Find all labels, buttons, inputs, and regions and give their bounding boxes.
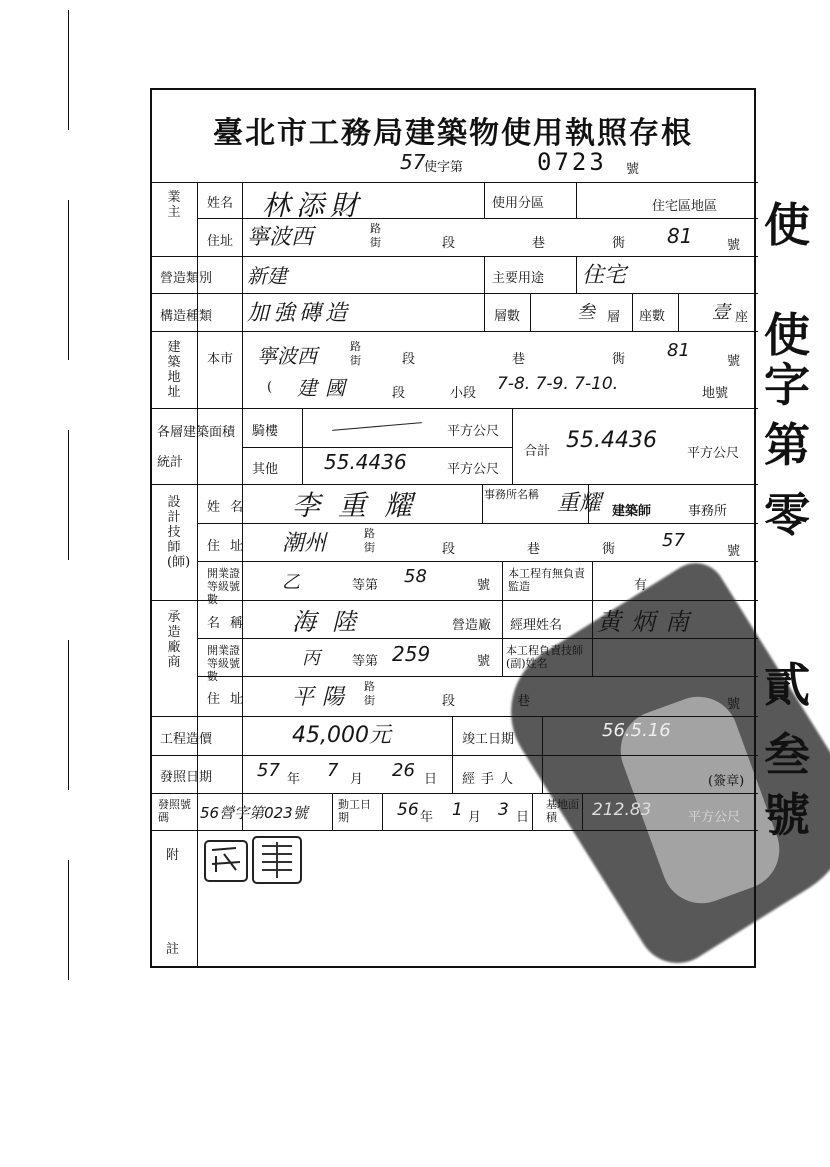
site-label: 建築地址 [167, 340, 181, 400]
handler-seal: (簽章) [708, 774, 745, 789]
designer-supervise-value: 有 [634, 578, 648, 593]
main-use-value: 住宅 [582, 263, 627, 288]
count-value: 壹 [712, 302, 730, 323]
site-road: 寧波西 [257, 344, 317, 368]
arcade-value [332, 422, 422, 431]
owner-name: 林添財 [262, 189, 365, 222]
designer-license-class: 乙 [282, 572, 300, 593]
issue-unit-month: 月 [350, 772, 364, 787]
contractor-unit-lane: 巷 [517, 694, 531, 709]
scan-edge-mark [68, 640, 69, 790]
construction-type-value: 新建 [247, 264, 287, 288]
designer-license-no: 58 [404, 566, 427, 587]
floors-label: 層數 [494, 309, 521, 324]
permit-number: 0723 [537, 148, 607, 176]
start-unit-day: 日 [516, 810, 530, 825]
contractor-manager-label: 經理姓名 [510, 618, 563, 633]
designer-unit-number: 號 [727, 544, 741, 559]
contractor-engineer-label: 本工程負責技師(副)姓名 [506, 644, 583, 670]
site-lots: 7-8. 7-9. 7-10. [497, 374, 619, 394]
other-unit: 平方公尺 [447, 462, 500, 477]
designer-license-unit: 號 [477, 578, 491, 593]
unit-road: 路 [370, 222, 381, 235]
contractor-address-label: 住址 [207, 692, 254, 707]
designer-office: 重耀 [557, 491, 602, 516]
designer-unit-alley: 衖 [602, 542, 616, 557]
base-area-unit: 平方公尺 [688, 810, 741, 825]
issue-year: 57 [257, 760, 280, 781]
start-unit-year: 年 [420, 810, 434, 825]
start-label: 動工日期 [338, 798, 371, 824]
site-no: 81 [667, 340, 690, 361]
owner-address-road: 寧波西 [247, 225, 314, 250]
contractor-license-unit: 號 [477, 654, 491, 669]
site-unit-alley: 衖 [612, 352, 626, 367]
site-unit-road: 路 [350, 340, 361, 353]
cost-label: 工程造價 [160, 732, 213, 747]
margin-char-2: 使 [764, 308, 810, 362]
contractor-address-road: 平陽 [292, 685, 353, 710]
total-value: 55.4436 [566, 428, 657, 453]
site-city: 本市 [207, 352, 234, 367]
site-unit-subsection: 小段 [450, 386, 477, 401]
contractor-unit-section: 段 [442, 694, 456, 709]
site-section: 建國 [297, 376, 353, 400]
designer-unit-road: 路 [364, 527, 375, 540]
start-year: 56 [397, 800, 419, 820]
issue-unit-day: 日 [424, 772, 438, 787]
designer-address-no: 57 [662, 530, 685, 551]
unit-street: 街 [370, 236, 381, 249]
site-lot-unit: 地號 [702, 386, 729, 401]
margin-char-3: 字 [764, 358, 810, 412]
designer-supervise-label: 本工程有無負責監造 [508, 567, 585, 593]
start-day: 3 [498, 800, 509, 820]
site-unit-city-section: 段 [392, 386, 406, 401]
scan-edge-mark [68, 10, 69, 130]
designer-address-label: 住址 [207, 539, 254, 554]
unit-number: 號 [727, 238, 741, 253]
start-month: 1 [452, 800, 463, 820]
contractor-license-class: 丙 [302, 648, 320, 669]
total-unit: 平方公尺 [687, 446, 740, 461]
owner-group-label: 業主 [167, 190, 181, 220]
contractor-license-label: 開業證等級號數 [207, 644, 240, 683]
issue-unit-year: 年 [287, 772, 301, 787]
permit-word: 使字第 [424, 160, 464, 175]
contractor-unit-class: 等第 [352, 654, 379, 669]
contractor-group-label: 承造廠商 [167, 610, 181, 670]
owner-address-label: 住址 [207, 234, 234, 249]
designer-unit-class: 等第 [352, 578, 379, 593]
district-label: 使用分區 [492, 196, 545, 211]
structure-value: 加強磚造 [247, 301, 352, 326]
scan-edge-mark [68, 430, 69, 560]
floors-unit: 層 [607, 310, 621, 325]
construction-type-label: 營造類別 [160, 271, 213, 286]
contractor-unit-street: 街 [364, 694, 375, 707]
site-unit-number: 號 [727, 354, 741, 369]
floors-value: 叁 [577, 302, 595, 323]
base-area-value: 212.83 [592, 800, 652, 820]
contractor-unit-road: 路 [364, 680, 375, 693]
owner-address-no: 81 [667, 224, 693, 248]
form-title: 臺北市工務局建築物使用執照存根 [213, 116, 693, 151]
handler-label: 經手人 [462, 772, 520, 787]
designer-office-unit: 事務所 [688, 504, 728, 519]
designer-office-suffix: 建築師 [612, 504, 652, 519]
remarks-label-1: 附 [166, 848, 180, 863]
other-value: 55.4436 [324, 450, 407, 474]
margin-char-4: 第 [764, 418, 810, 472]
designer-group-label: 設計技師(師) [167, 495, 191, 570]
arcade-label: 騎樓 [252, 424, 279, 439]
unit-alley: 衖 [612, 236, 626, 251]
margin-char-7: 叁 [764, 728, 810, 782]
site-unit-section: 段 [402, 352, 416, 367]
site-unit-street: 街 [350, 354, 361, 367]
main-use-label: 主要用途 [492, 271, 545, 286]
scan-edge-mark [68, 860, 69, 980]
count-label: 座數 [639, 309, 666, 324]
remarks-label-2: 註 [166, 942, 180, 957]
permit-year: 57 [400, 150, 426, 174]
designer-unit-street: 街 [364, 541, 375, 554]
issue-label: 發照日期 [160, 770, 213, 785]
complete-value: 56.5.16 [602, 720, 671, 741]
stamp-seal-1 [204, 840, 248, 882]
stamp-seal-2 [252, 836, 302, 884]
contractor-name-suffix: 營造廠 [452, 618, 492, 633]
other-label: 其他 [252, 462, 279, 477]
designer-license-label: 開業證等級號數 [207, 567, 240, 606]
issue-day: 26 [392, 760, 415, 781]
build-permit-label: 發照號碼 [158, 798, 191, 824]
margin-char-5: 零 [764, 488, 810, 542]
count-unit: 座 [735, 310, 749, 325]
designer-name: 李重耀 [292, 489, 431, 522]
designer-address-road: 潮州 [282, 531, 327, 556]
designer-unit-lane: 巷 [527, 542, 541, 557]
margin-char-8: 號 [764, 788, 810, 842]
start-unit-month: 月 [468, 810, 482, 825]
contractor-name-label: 名稱 [207, 616, 254, 631]
designer-unit-section: 段 [442, 542, 456, 557]
scan-edge-mark [68, 200, 69, 360]
cost-value: 45,000元 [292, 723, 391, 748]
owner-name-label: 姓名 [207, 196, 234, 211]
contractor-unit-number: 號 [727, 697, 741, 712]
contractor-license-no: 259 [392, 642, 431, 666]
total-label: 合計 [524, 444, 551, 459]
designer-name-label: 姓名 [207, 500, 254, 515]
designer-office-label: 事務所名稱 [484, 488, 539, 501]
area-label: 各層建築面積統計 [157, 425, 236, 470]
margin-char-1: 使 [764, 198, 810, 252]
complete-label: 竣工日期 [462, 732, 515, 747]
unit-lane: 巷 [532, 236, 546, 251]
site-unit-lane: 巷 [512, 352, 526, 367]
structure-label: 構造種類 [160, 309, 213, 324]
district-value: 住宅區地區 [652, 199, 718, 214]
permit-suffix: 號 [626, 162, 640, 177]
base-area-label: 基地面積 [546, 798, 579, 824]
contractor-name: 海陸 [292, 608, 372, 636]
issue-month: 7 [327, 760, 339, 781]
build-permit-value: 56營字第023號 [200, 804, 308, 822]
arcade-unit: 平方公尺 [447, 424, 500, 439]
unit-section: 段 [442, 236, 456, 251]
permit-form: 臺北市工務局建築物使用執照存根 57 使字第 0723 號 業主 姓名 林添財 使用分區 住宅區地區 住址 寧波西 路 街 段 巷 衖 81 號 營造類別 新建 主要用途 住宅 構造種類 加強磚造 層數 叁 層 座數 壹 座 建築地址 本市 寧波西 路 街 段 巷 衖 81 號 ( 建國 段 小段 7-8. 7-9. 7-10. 地號 各層建築面積統計 騎樓 平方公尺 其他 55.4436 平方公尺 合計 55.4436 平方公尺 設計技師(師) 姓名 李重耀 事務所名稱 重耀 建築師 事務所 住址 潮州 路 街 段 巷 衖 57 號 開業證等級號數 乙 等第 58 號 本工程有無負責監造 有 承造廠商 名稱 海陸 營造廠 經理姓名 黃炳南 開業證等級號數 丙 等第 259 號 本工程負責技師(副)姓名 住址 平陽 路 街 段 巷 號 工程造價 45,000元 竣工日期 56.5.16 發照日期 57 年 7 月 26 日 經手人 (簽章) 發照號碼 56營字第023號 動工日期 56 年 1 月 3 日 基地面積 212.83 平方公尺 附 註 [150, 88, 756, 968]
contractor-manager: 黃炳南 [597, 608, 699, 636]
margin-char-6: 貳 [764, 658, 810, 712]
